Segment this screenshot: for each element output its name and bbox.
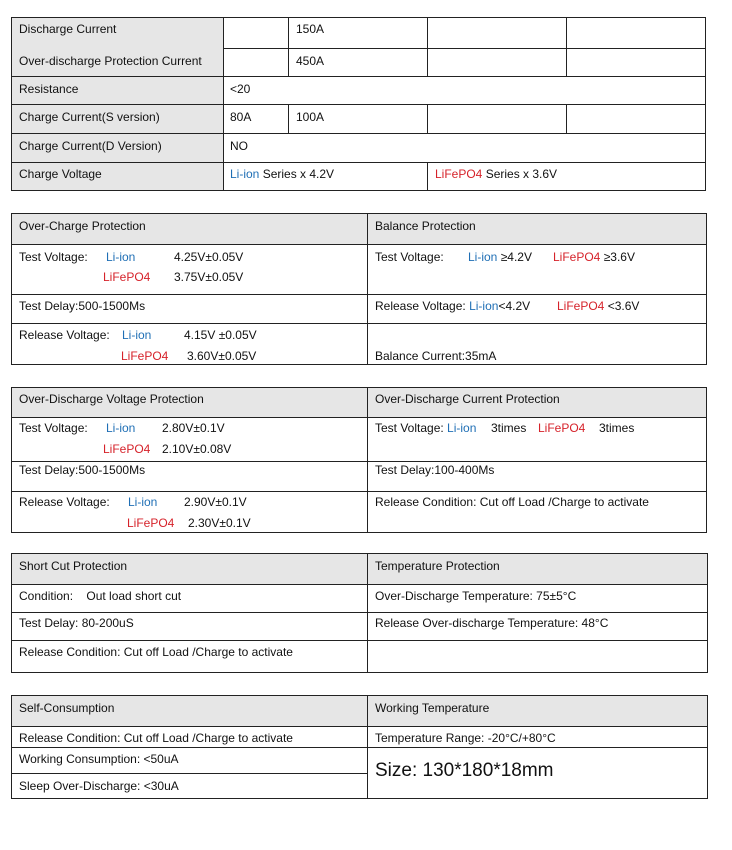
working-consumption: Working Consumption: <50uA xyxy=(19,752,179,766)
shortcut-temperature-table xyxy=(11,553,708,673)
working-temperature-title: Working Temperature xyxy=(375,701,490,715)
consumption-header xyxy=(12,696,707,726)
shortcut-title: Short Cut Protection xyxy=(19,559,128,573)
sleep-over-discharge: Sleep Over-Discharge: <30uA xyxy=(19,779,179,793)
resistance-label: Resistance xyxy=(19,82,79,96)
charge-voltage-label: Charge Voltage xyxy=(19,167,102,181)
consumption-temperature-table xyxy=(11,695,708,799)
bal-lifepo4: LiFePO4 ≥3.6V xyxy=(553,250,635,264)
odv-title: Over-Discharge Voltage Protection xyxy=(19,392,204,406)
charge-d-label: Charge Current(D Version) xyxy=(19,139,162,153)
balance-current: Balance Current:35mA xyxy=(375,349,497,363)
odv-release-voltage-label: Release Voltage: xyxy=(19,495,110,509)
size-spec: Size: 130*180*18mm xyxy=(375,760,554,781)
discharge-current-value: 150A xyxy=(296,22,325,36)
odc-liion-value: 3times xyxy=(491,421,527,435)
charge-s-value-1: 80A xyxy=(230,110,252,124)
oc-rel-lifepo4-value: 3.60V±0.05V xyxy=(187,349,257,363)
charge-voltage-lifepo4: LiFePO4 Series x 3.6V xyxy=(435,167,558,181)
odv-lifepo4-label: LiFePO4 xyxy=(103,442,151,456)
odv-liion-value: 2.80V±0.1V xyxy=(162,421,225,435)
shortcut-test-delay: Test Delay: 80-200uS xyxy=(19,616,134,630)
bal-release-voltage: Release Voltage: Li-ion<4.2V xyxy=(375,299,531,313)
resistance-value: <20 xyxy=(230,82,251,96)
oc-liion-value: 4.25V±0.05V xyxy=(174,250,244,264)
odc-lifepo4-label: LiFePO4 xyxy=(538,421,586,435)
temperature-range: Temperature Range: -20°C/+80°C xyxy=(375,731,556,745)
odv-liion-label: Li-ion xyxy=(106,421,136,435)
bal-release-lifepo4: LiFePO4 <3.6V xyxy=(557,299,640,313)
oc-lifepo4-label: LiFePO4 xyxy=(103,270,151,284)
over-discharge-current-value: 450A xyxy=(296,54,325,68)
odv-rel-lifepo4-value: 2.30V±0.1V xyxy=(188,516,251,530)
oc-test-voltage-label: Test Voltage: xyxy=(19,250,88,264)
balance-title: Balance Protection xyxy=(375,219,476,233)
odv-test-voltage-label: Test Voltage: xyxy=(19,421,88,435)
self-consumption-title: Self-Consumption xyxy=(19,701,115,715)
oc-lifepo4-value: 3.75V±0.05V xyxy=(174,270,244,284)
overcharge-balance-table xyxy=(11,213,707,365)
discharge-current-label: Discharge Current xyxy=(19,22,117,36)
bal-liion: Li-ion ≥4.2V xyxy=(468,250,532,264)
oc-release-voltage-label: Release Voltage: xyxy=(19,328,110,342)
odv-lifepo4-value: 2.10V±0.08V xyxy=(162,442,232,456)
odv-rel-lifepo4-label: LiFePO4 xyxy=(127,516,175,530)
overdischarge-table xyxy=(11,387,707,533)
temperature-title: Temperature Protection xyxy=(375,559,500,573)
odc-title: Over-Discharge Current Protection xyxy=(375,392,560,406)
bal-test-voltage-label: Test Voltage: xyxy=(375,250,444,264)
charge-s-label: Charge Current(S version) xyxy=(19,110,160,124)
odv-rel-liion-value: 2.90V±0.1V xyxy=(184,495,247,509)
over-discharge-current-label: Over-discharge Protection Current xyxy=(19,54,202,68)
shortcut-release-condition: Release Condition: Cut off Load /Charge to activate xyxy=(19,645,293,659)
oc-rel-liion-label: Li-ion xyxy=(122,328,152,342)
odv-test-delay: Test Delay:500-1500Ms xyxy=(19,463,146,477)
release-temperature: Release Over-discharge Temperature: 48°C xyxy=(375,616,609,630)
overcharge-title: Over-Charge Protection xyxy=(19,219,146,233)
oc-test-delay: Test Delay:500-1500Ms xyxy=(19,299,146,313)
odc-test-voltage: Test Voltage: Li-ion xyxy=(375,421,477,435)
odc-release-condition: Release Condition: Cut off Load /Charge to activate xyxy=(375,495,649,509)
odc-test-delay: Test Delay:100-400Ms xyxy=(375,463,495,477)
over-discharge-temperature: Over-Discharge Temperature: 75±5°C xyxy=(375,589,577,603)
odv-rel-liion-label: Li-ion xyxy=(128,495,158,509)
shortcut-condition: Condition: Out load short cut xyxy=(19,589,182,603)
charge-s-value-2: 100A xyxy=(296,110,325,124)
oc-liion-label: Li-ion xyxy=(106,250,136,264)
charge-d-value: NO xyxy=(230,139,248,153)
odc-lifepo4-value: 3times xyxy=(599,421,635,435)
spec-table xyxy=(11,17,706,191)
self-consumption-release: Release Condition: Cut off Load /Charge to activate xyxy=(19,731,293,745)
oc-rel-liion-value: 4.15V ±0.05V xyxy=(184,328,257,342)
charge-voltage-liion: Li-ion Series x 4.2V xyxy=(230,167,335,181)
oc-rel-lifepo4-label: LiFePO4 xyxy=(121,349,169,363)
